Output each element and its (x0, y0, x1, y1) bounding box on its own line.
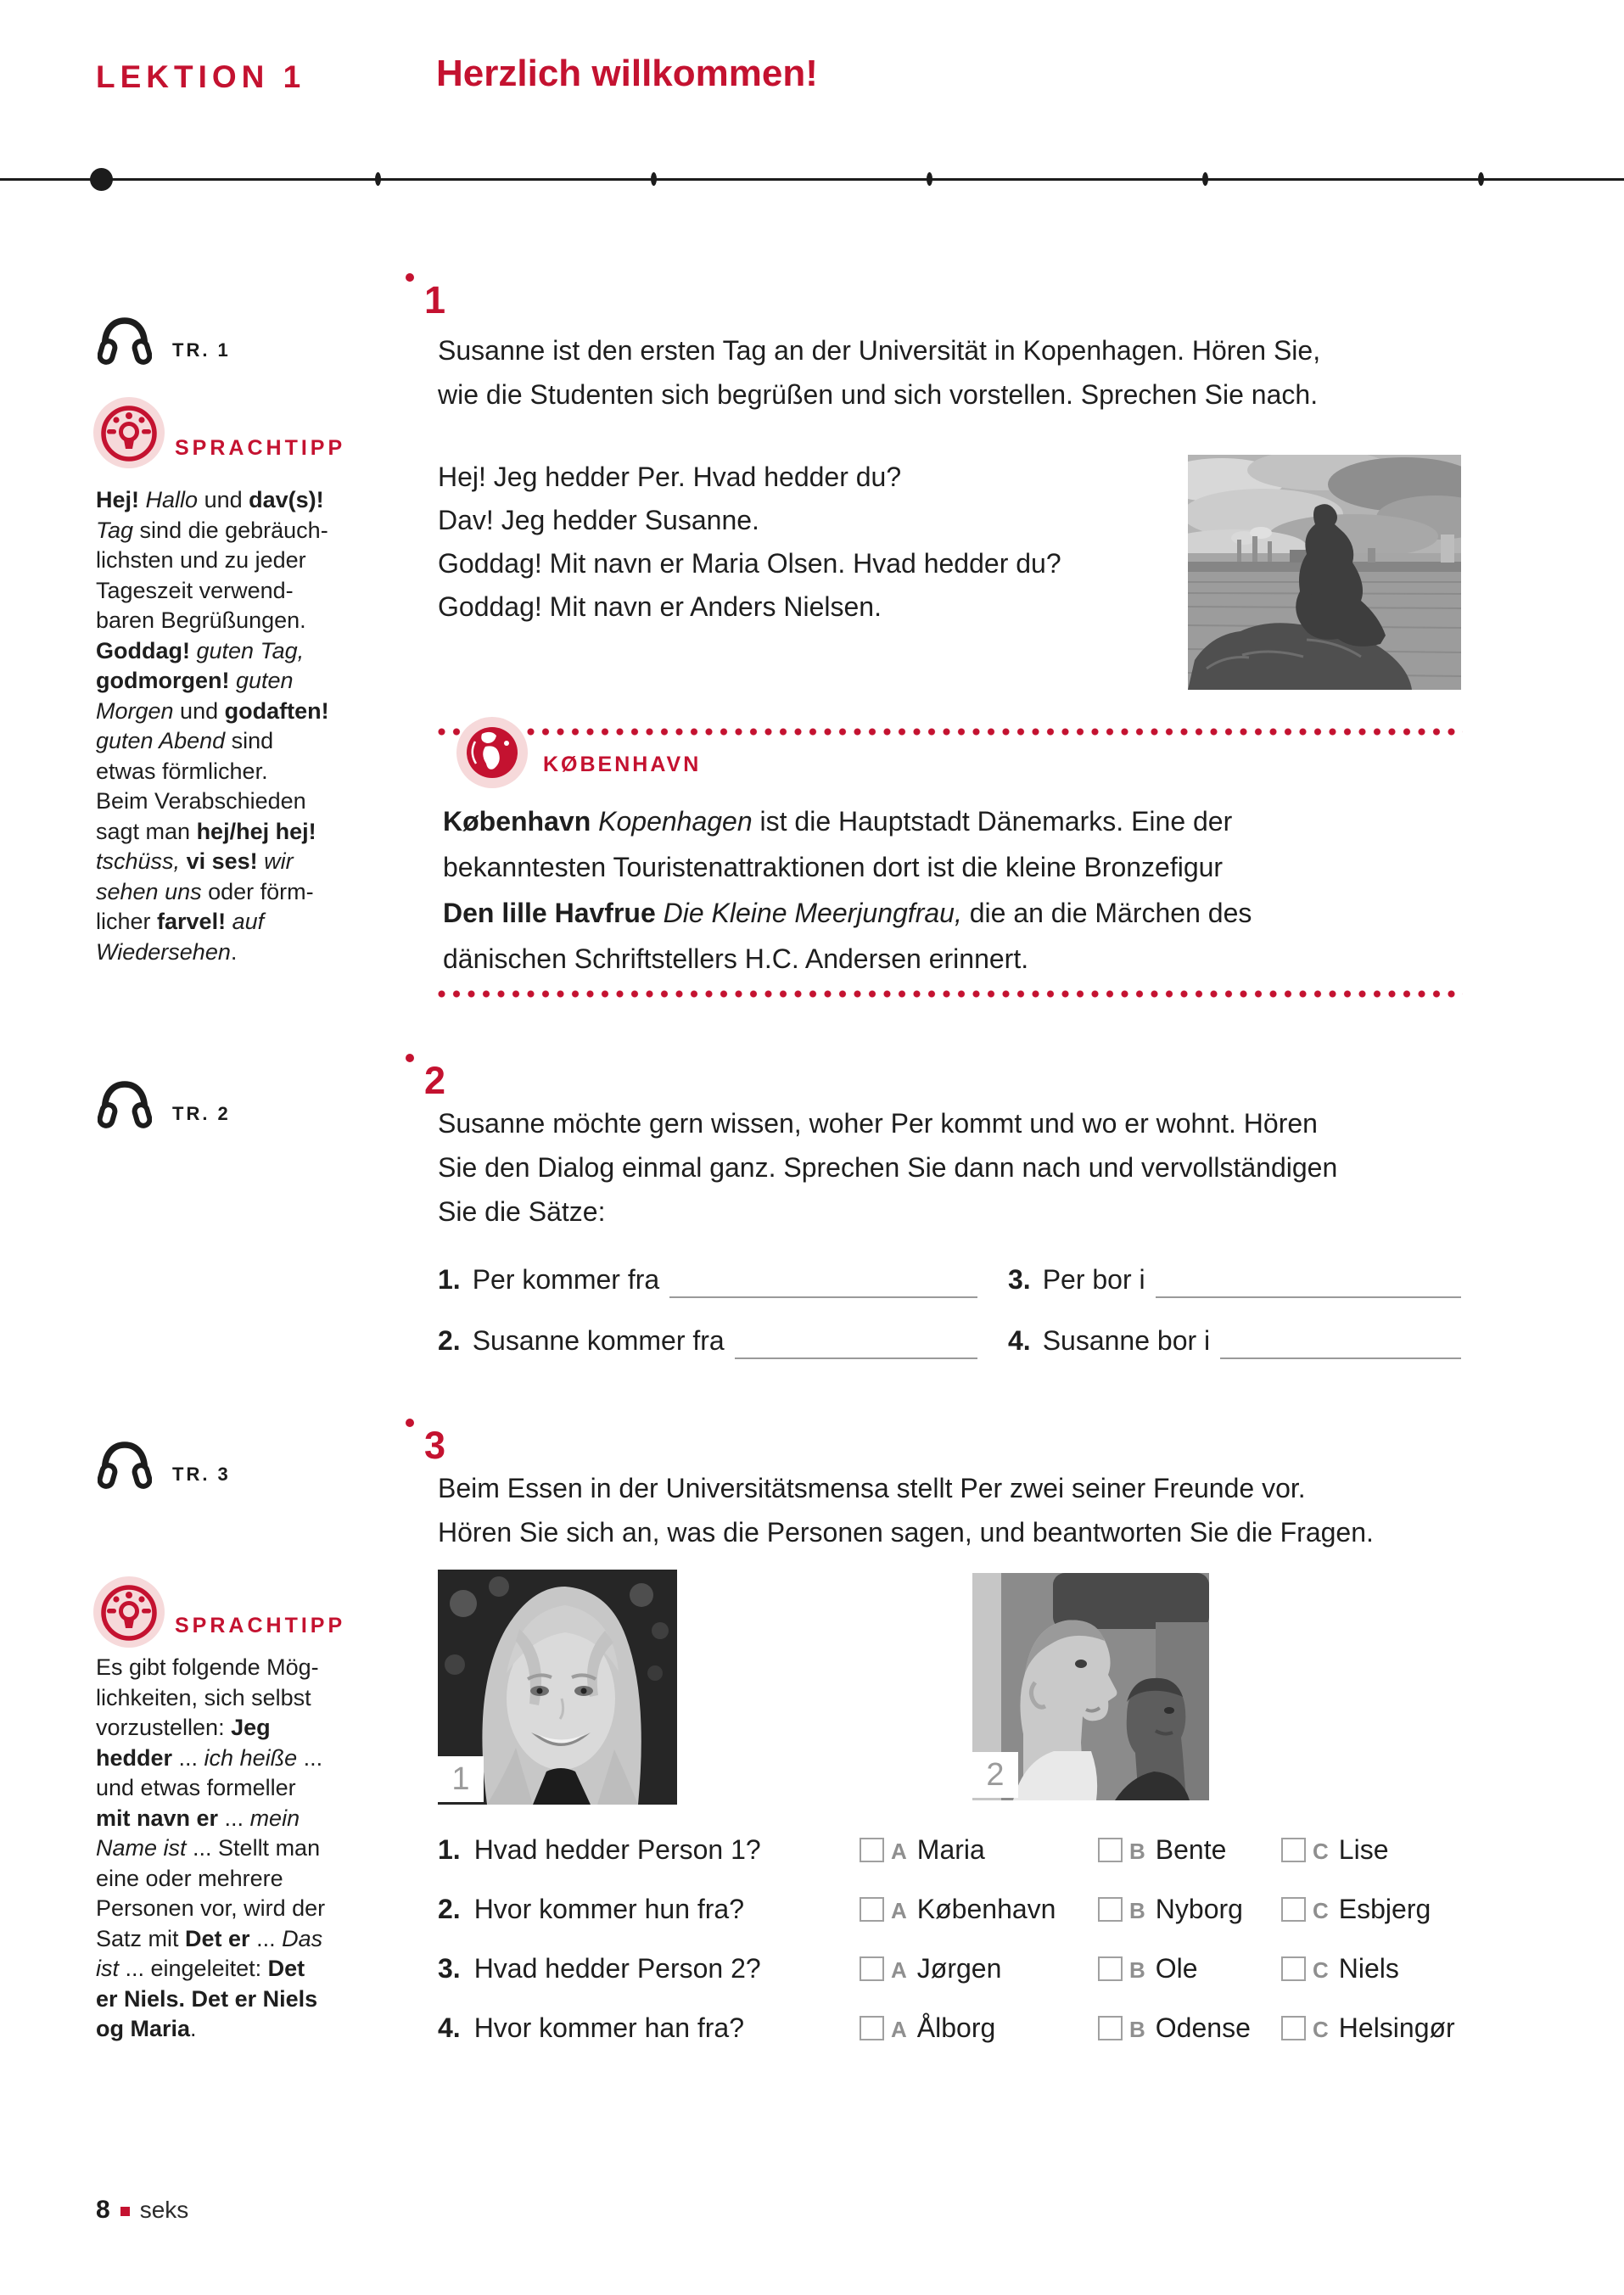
tip-line: Wiedersehen. (96, 938, 238, 965)
exercise-number: 3 (424, 1424, 446, 1467)
exercise-number: 2 (424, 1059, 446, 1102)
option-b (1098, 1894, 1281, 1953)
photo-number-badge: 1 (438, 1756, 484, 1802)
tip-line: guten Abend sind (96, 728, 274, 753)
tip-line: lichkeiten, sich selbst (96, 1684, 311, 1710)
exercise-3-intro (438, 1466, 1464, 1554)
option-a (860, 2012, 1098, 2072)
page-word: seks (139, 2197, 189, 2223)
person-2-photo (972, 1573, 1209, 1800)
question-text: Hvor kommer hun fra? (473, 1894, 745, 1924)
option-letter: C (1313, 1957, 1329, 1983)
question (438, 2012, 860, 2072)
checkbox[interactable] (860, 2016, 884, 2040)
tip-line: tschüss, vi ses! wir (96, 848, 294, 874)
track-label: TR. 3 (172, 1464, 231, 1485)
blank-item (1008, 1325, 1463, 1386)
intro-line: Beim Essen in der Universitätsmensa stellt Per zwei seiner Freunde vor. (438, 1473, 1306, 1503)
option-a (860, 1953, 1098, 2012)
option-letter: A (891, 2017, 907, 2042)
tip-line: baren Begrüßungen. (96, 607, 306, 633)
question-text: Hvad hedder Person 2? (473, 1953, 761, 1984)
tip-line: sagt man hej/hej hej! (96, 818, 316, 844)
sprachtipp-text (96, 485, 366, 967)
tip-line: Goddag! guten Tag, (96, 637, 305, 663)
infobox-line: dänischen Schriftstellers H.C. Andersen erinnert. (443, 943, 1029, 974)
infobox-line: Den lille Havfrue Die Kleine Meerjungfrau, die an die Märchen des (443, 898, 1252, 928)
blank-item (438, 1264, 1008, 1325)
rule-dot-large (90, 168, 113, 191)
option-text: København (916, 1894, 1056, 1924)
tip-line: Hej! Hallo und dav(s)! (96, 487, 324, 512)
sprachtipp-label: SPRACHTIPP (175, 436, 346, 460)
item-text: Per kommer fra (472, 1264, 660, 1295)
checkbox[interactable] (860, 1838, 884, 1862)
tip-line: Satz mit Det er ... Das (96, 1925, 323, 1951)
option-c (1281, 1834, 1466, 1894)
intro-line: Susanne ist den ersten Tag an der Universität in Kopenhagen. Hören Sie, (438, 335, 1321, 366)
page-title: Herzlich willkommen! (436, 53, 818, 94)
audio-track-2 (98, 1079, 231, 1128)
question-text: Hvad hedder Person 1? (473, 1834, 761, 1865)
tip-line: Personen vor, wird der (96, 1895, 326, 1921)
option-c (1281, 1894, 1466, 1953)
tip-line: godmorgen! guten (96, 668, 294, 693)
item-text: Susanne bor i (1042, 1325, 1211, 1356)
checkbox[interactable] (1281, 1838, 1306, 1862)
question-number: 4. (438, 2012, 461, 2043)
option-letter: A (891, 1839, 907, 1864)
item-text: Per bor i (1042, 1264, 1145, 1295)
dotted-border-bottom (438, 990, 1463, 998)
headphones-icon (98, 316, 152, 365)
option-letter: C (1313, 1839, 1329, 1864)
tip-line: Tag sind die gebräuch- (96, 517, 328, 543)
checkbox[interactable] (860, 1897, 884, 1922)
answer-blank[interactable] (669, 1264, 977, 1298)
infobox-body (443, 798, 1252, 982)
rule-dot (1478, 172, 1484, 186)
option-text: Niels (1338, 1953, 1399, 1984)
dialogue-line: Goddag! Mit navn er Anders Nielsen. (438, 591, 882, 622)
tip-line: mit navn er ... mein (96, 1805, 300, 1831)
sprachtipp-label: SPRACHTIPP (175, 1614, 346, 1637)
exercise-ring-icon (406, 1054, 414, 1062)
sprachtipp-text (96, 1653, 366, 2045)
lektion-label: LEKTION 1 (96, 59, 306, 94)
globe-icon (456, 717, 528, 788)
tip-line: ist ... eingeleitet: Det (96, 1956, 305, 1981)
page-footer (96, 2196, 188, 2225)
audio-track-1 (98, 316, 231, 365)
blank-item (1008, 1264, 1463, 1325)
option-letter: B (1129, 1839, 1145, 1864)
item-number: 4. (1008, 1325, 1031, 1356)
exercise-ring-icon (406, 1419, 414, 1427)
option-text: Nyborg (1155, 1894, 1243, 1924)
item-text: Susanne kommer fra (472, 1325, 725, 1356)
tip-line: lichsten und zu jeder (96, 547, 306, 573)
tip-line: und etwas formeller (96, 1775, 296, 1800)
checkbox[interactable] (1098, 1897, 1123, 1922)
track-label: TR. 2 (172, 1103, 231, 1124)
tip-line: sehen uns oder förm- (96, 878, 314, 904)
infobox-label: KØBENHAVN (543, 753, 702, 776)
intro-line: Hören Sie sich an, was die Personen sagen, und beantworten Sie die Fragen. (438, 1517, 1374, 1548)
option-text: Esbjerg (1338, 1894, 1431, 1924)
audio-track-3 (98, 1440, 231, 1489)
checkbox[interactable] (1098, 1838, 1123, 1862)
option-b (1098, 1953, 1281, 2012)
dotted-border-top (438, 728, 1463, 736)
tip-line: Es gibt folgende Mög- (96, 1654, 319, 1680)
checkbox[interactable] (1281, 1956, 1306, 1981)
checkbox[interactable] (1098, 2016, 1123, 2040)
option-b (1098, 2012, 1281, 2072)
item-number: 2. (438, 1325, 461, 1356)
option-a (860, 1834, 1098, 1894)
option-letter: B (1129, 1898, 1145, 1923)
question (438, 1894, 860, 1953)
blank-item (438, 1325, 1008, 1386)
option-text: Maria (916, 1834, 985, 1865)
rule-dot (651, 172, 657, 186)
option-c (1281, 2012, 1466, 2072)
tip-line: licher farvel! auf (96, 909, 265, 934)
tip-line: eine oder mehrere (96, 1865, 283, 1891)
dialogue-line: Goddag! Mit navn er Maria Olsen. Hvad hedder du? (438, 548, 1061, 579)
headphones-icon (98, 1440, 152, 1489)
intro-line: wie die Studenten sich begrüßen und sich vorstellen. Sprechen Sie nach. (438, 379, 1319, 410)
exercise-1-marker (406, 273, 468, 322)
kobenhavn-infobox (438, 717, 1463, 999)
exercise-3-marker (406, 1419, 468, 1468)
option-letter: B (1129, 1957, 1145, 1983)
infobox-line: bekanntesten Touristenattraktionen dort ist die kleine Bronzefigur (443, 852, 1224, 882)
photo-number-badge: 2 (972, 1752, 1018, 1798)
option-text: Odense (1155, 2012, 1251, 2043)
intro-line: Sie die Sätze: (438, 1196, 606, 1227)
mermaid-photo (1188, 455, 1461, 690)
question (438, 1953, 860, 2012)
checkbox[interactable] (1281, 1897, 1306, 1922)
option-text: Bente (1155, 1834, 1227, 1865)
checkbox[interactable] (1281, 2016, 1306, 2040)
answer-blank[interactable] (735, 1325, 977, 1359)
tip-line: hedder ... ich heiße ... (96, 1744, 323, 1771)
option-text: Lise (1338, 1834, 1389, 1865)
option-c (1281, 1953, 1466, 2012)
item-number: 1. (438, 1264, 461, 1295)
exercise-2-intro (438, 1101, 1464, 1234)
option-b (1098, 1834, 1281, 1894)
option-letter: C (1313, 1898, 1329, 1923)
checkbox[interactable] (860, 1956, 884, 1981)
rule-dot (375, 172, 381, 186)
exercise-number: 1 (424, 278, 446, 322)
question-text: Hvor kommer han fra? (473, 2012, 745, 2043)
tip-line: og Maria. (96, 2016, 197, 2041)
intro-line: Sie den Dialog einmal ganz. Sprechen Sie dann nach und vervollständigen (438, 1152, 1338, 1183)
dialogue-line: Dav! Jeg hedder Susanne. (438, 505, 759, 535)
multiple-choice-questions (438, 1834, 1466, 2072)
question (438, 1834, 860, 1894)
rule-dot (1202, 172, 1208, 186)
tip-line: etwas förmlicher. (96, 758, 268, 784)
section-rule (0, 178, 1624, 181)
intro-line: Susanne möchte gern wissen, woher Per kommt und wo er wohnt. Hören (438, 1108, 1318, 1139)
tip-line: Name ist ... Stellt man (96, 1835, 321, 1861)
option-letter: C (1313, 2017, 1329, 2042)
rule-dot (927, 172, 932, 186)
lightbulb-icon (93, 1576, 165, 1648)
person-1-photo (438, 1570, 677, 1805)
answer-blank[interactable] (1220, 1325, 1461, 1359)
exercise-1-intro (438, 328, 1464, 417)
question-number: 3. (438, 1953, 461, 1984)
option-text: Ole (1155, 1953, 1198, 1984)
infobox-line: København Kopenhagen ist die Hauptstadt Dänemarks. Eine der (443, 806, 1233, 837)
option-text: Jørgen (916, 1953, 1002, 1984)
footer-dot (120, 2207, 130, 2216)
option-letter: B (1129, 2017, 1145, 2042)
page-number: 8 (96, 2196, 110, 2224)
option-letter: A (891, 1957, 907, 1983)
checkbox[interactable] (1098, 1956, 1123, 1981)
option-text: Ålborg (916, 2012, 996, 2043)
option-a (860, 1894, 1098, 1953)
headphones-icon (98, 1079, 152, 1128)
fill-in-blanks (438, 1264, 1463, 1386)
tip-line: Morgen und godaften! (96, 697, 329, 724)
dialogue-line: Hej! Jeg hedder Per. Hvad hedder du? (438, 462, 902, 492)
tip-line: Tageszeit verwend- (96, 577, 294, 603)
exercise-2-marker (406, 1054, 468, 1103)
exercise-ring-icon (406, 273, 414, 282)
option-text: Helsingør (1338, 2012, 1455, 2043)
dialogue (438, 456, 1176, 629)
tip-line: Beim Verabschieden (96, 788, 306, 814)
tip-line: er Niels. Det er Niels (96, 1985, 318, 2012)
question-number: 2. (438, 1894, 461, 1924)
answer-blank[interactable] (1156, 1264, 1461, 1298)
option-letter: A (891, 1898, 907, 1923)
question-number: 1. (438, 1834, 461, 1865)
tip-line: vorzustellen: Jeg (96, 1715, 271, 1740)
lightbulb-icon (93, 397, 165, 468)
track-label: TR. 1 (172, 339, 231, 361)
item-number: 3. (1008, 1264, 1031, 1295)
